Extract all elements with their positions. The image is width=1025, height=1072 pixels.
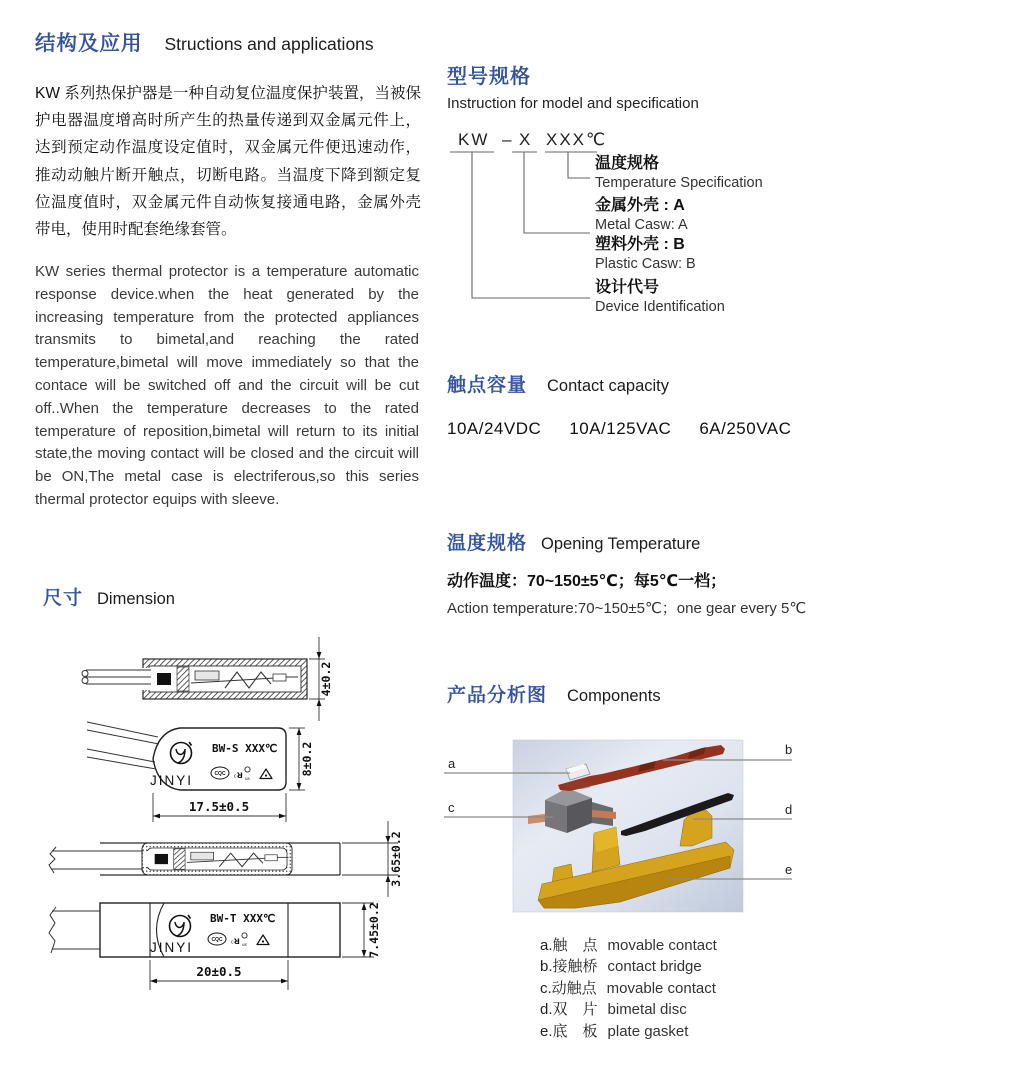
rating-dc: 10A/24VDC <box>447 419 542 438</box>
components-title-zh: 产品分析图 <box>447 685 548 706</box>
model-code-x: X <box>519 130 533 149</box>
callout-c: c <box>448 800 455 815</box>
legend-key: b.接触桥 <box>540 958 598 976</box>
brand-jinyi-2: JINYI <box>150 940 194 955</box>
callout-a: a <box>448 756 456 771</box>
opening-temperature-title-en: Opening Temperature <box>541 535 701 553</box>
model-code-temp: XXX℃ <box>546 130 608 149</box>
dimension-title-en: Dimension <box>97 590 175 608</box>
dim-20-05: 20±0.5 <box>196 964 242 979</box>
legend-key: d.双 片 <box>540 1001 598 1019</box>
callout-b: b <box>785 742 793 757</box>
drawing-2-bws-body <box>87 722 314 822</box>
spec-label-plastic-zh: 塑料外壳 : B <box>595 236 685 253</box>
dim-4-02: 4±0.2 <box>319 661 333 697</box>
dimension-title-zh: 尺寸 <box>43 588 84 609</box>
model-code-lines <box>440 128 610 310</box>
spec-label-metal-en: Metal Casw: A <box>595 217 688 233</box>
drawing-1-cross-section <box>82 637 333 721</box>
structures-paragraph-zh: KW 系列热保护器是一种自动复位温度保护装置，当被保护电器温度增高时所产生的热量传递到双金属元件上，达到预定动作温度设定值时，双金属元件便迅速动作，推动动触片断开触点，切断电路。当温度下降到额定复位温度值时，双金属元件自动恢复接通电路，金属外壳带电，使用时配套绝缘套管。 <box>35 85 421 239</box>
contact-capacity-heading <box>447 370 669 397</box>
model-spec-subtitle-en: Instruction for model and specification <box>447 95 699 112</box>
structures-title-en: Structions and applications <box>164 34 374 54</box>
dim-8-02: 8±0.2 <box>300 741 314 777</box>
spec-label-temperature <box>595 153 763 193</box>
dim-365-02: 3.65±0.2 <box>389 831 403 887</box>
structures-paragraph-en: KW series thermal protector is a temperature automatic response device.when the heat generated by the increasing temperature from the protected appliances transmits to bimetal,and reaching the rated temperature,bimetal will move immediately so that the contace will be switched off and the circuit will be cut off..When the temperature decreases to the rated temperature of reposition,bimetal will return to its initial state,the moving contact will be closed and the circuit will be ON,The metal case is electriferous,so this series thermal protector equips with sleeve. <box>35 263 419 508</box>
contact-capacity-title-zh: 触点容量 <box>447 375 528 396</box>
legend-en: movable contact <box>606 979 716 997</box>
legend-key: e.底 板 <box>540 1022 598 1040</box>
callout-d: d <box>785 802 793 817</box>
spec-label-plastic-en: Plastic Casw: B <box>595 256 696 272</box>
legend-en: bimetal disc <box>607 1001 687 1019</box>
model-spec-title-zh: 型号规格 <box>447 66 531 88</box>
legend-key: a.触 点 <box>540 937 598 954</box>
legend-item-e <box>540 1021 717 1042</box>
spec-label-temperature-en: Temperature Specification <box>595 175 763 191</box>
opening-temperature-heading <box>447 528 700 555</box>
drawing-4-bwt-body <box>49 902 381 990</box>
structures-heading <box>35 26 374 56</box>
action-temperature-en: Action temperature:70~150±5℃；one gear every 5℃ <box>447 600 807 617</box>
spec-label-device-en: Device Identification <box>595 299 725 315</box>
components-figure <box>440 738 800 916</box>
model-spec-heading <box>447 60 699 112</box>
action-temperature-zh: 动作温度：70~150±5℃；每5℃一档； <box>447 573 727 590</box>
legend-en: contact bridge <box>607 958 702 976</box>
model-code-dash: – <box>502 130 514 149</box>
spec-label-metal-zh: 金属外壳 : A <box>595 197 685 214</box>
callout-e: e <box>785 862 793 877</box>
components-title-en: Components <box>567 687 661 705</box>
contact-capacity-title-en: Contact capacity <box>547 377 669 395</box>
model-label-bwt: BW-T XXX℃ <box>210 912 276 925</box>
legend-key: c.动触点 <box>540 979 597 997</box>
contact-capacity-ratings <box>447 419 791 439</box>
opening-temperature-title-zh: 温度规格 <box>447 533 528 554</box>
legend-item-b <box>540 956 717 977</box>
rating-250vac: 6A/250VAC <box>699 419 792 438</box>
legend-en: plate gasket <box>607 1022 689 1040</box>
legend-item-a <box>540 935 717 956</box>
model-label-bws: BW-S XXX℃ <box>212 742 278 755</box>
legend-item-d <box>540 999 717 1020</box>
dim-175-05: 17.5±0.5 <box>188 799 250 814</box>
dimension-heading <box>43 583 175 610</box>
rating-125vac: 10A/125VAC <box>569 419 672 438</box>
spec-label-device-id <box>595 277 725 317</box>
spec-label-plastic-case <box>595 234 696 274</box>
dimension-drawings: CQC c ᴚ us 4±0.2 BW-S XXX℃ JINYI 17.5±0.5 8±0.2 3.65±0.2 BW-T XXX℃ JINYI 20±0.5 7.45±0.2 <box>30 625 430 997</box>
structures-title-zh: 结构及应用 <box>35 32 143 55</box>
components-heading <box>447 680 661 707</box>
legend-item-c <box>540 978 717 999</box>
spec-label-metal-case <box>595 195 688 235</box>
dim-745-02: 7.45±0.2 <box>367 902 381 958</box>
legend-en: movable contact <box>607 937 717 954</box>
spec-label-temperature-zh: 温度规格 <box>595 155 660 172</box>
model-code-kw: KW <box>458 130 490 149</box>
components-legend <box>540 935 717 1042</box>
drawing-3-cross-section <box>49 821 403 897</box>
spec-label-device-zh: 设计代号 <box>595 279 660 296</box>
brand-jinyi: JINYI <box>150 773 194 788</box>
